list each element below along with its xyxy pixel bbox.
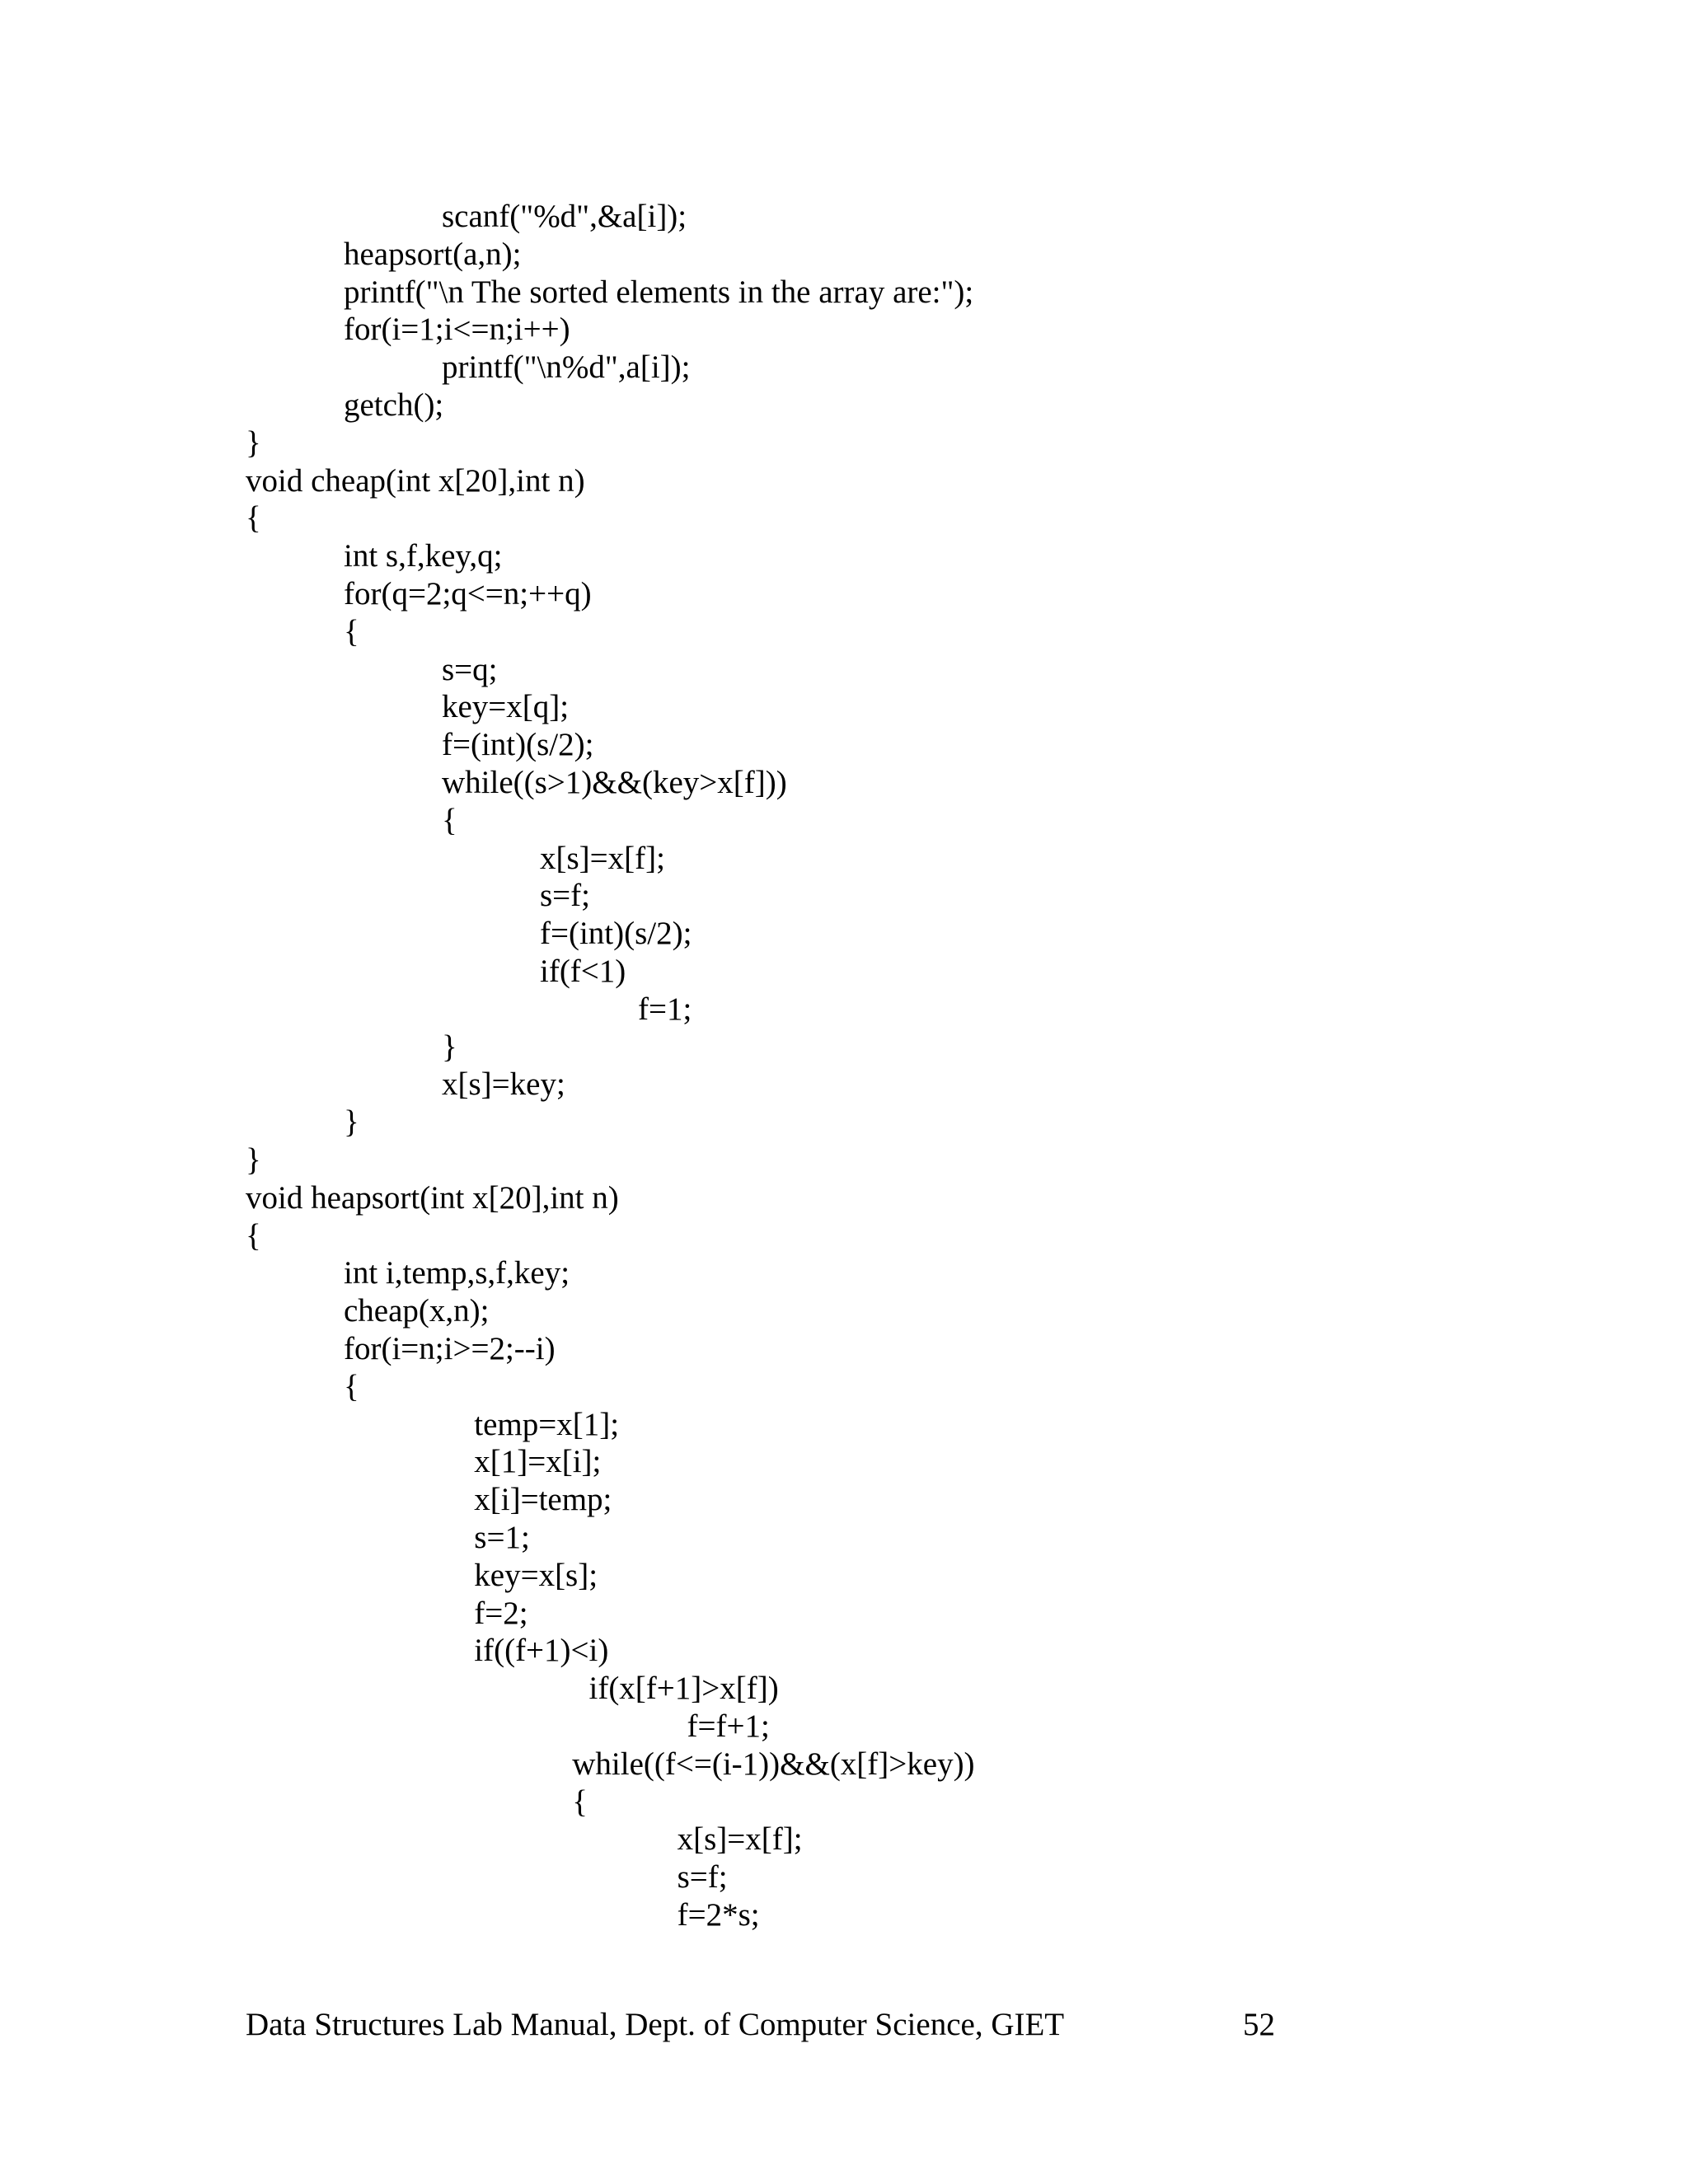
code-line: f=f+1;: [687, 1708, 770, 1744]
code-line: }: [246, 1142, 261, 1178]
code-line: f=1;: [638, 991, 692, 1027]
code-line: heapsort(a,n);: [344, 236, 522, 272]
code-line: {: [246, 1217, 261, 1254]
code-line: f=(int)(s/2);: [540, 916, 692, 952]
code-line: x[s]=x[f];: [540, 840, 665, 876]
code-line: f=(int)(s/2);: [442, 727, 594, 763]
code-line: if(x[f+1]>x[f]): [588, 1671, 779, 1707]
code-line: while((s>1)&&(key>x[f])): [442, 765, 787, 800]
code-line: {: [442, 802, 457, 838]
code-line: x[1]=x[i];: [474, 1444, 602, 1480]
code-line: for(i=1;i<=n;i++): [344, 312, 570, 348]
code-line: s=1;: [474, 1520, 530, 1555]
code-line: x[s]=key;: [442, 1066, 565, 1103]
code-line: }: [246, 424, 261, 461]
code-line: {: [344, 613, 359, 649]
code-line: printf("\n%d",a[i]);: [442, 349, 691, 386]
code-line: s=q;: [442, 651, 498, 687]
code-line: {: [572, 1783, 588, 1820]
code-line: x[i]=temp;: [474, 1482, 612, 1518]
code-line: f=2;: [474, 1595, 528, 1631]
code-line: s=f;: [677, 1859, 728, 1896]
code-line: temp=x[1];: [474, 1406, 620, 1442]
code-line: key=x[s];: [474, 1557, 598, 1593]
code-line: if(f<1): [540, 954, 626, 989]
footer-title: Data Structures Lab Manual, Dept. of Computer Science, GIET: [246, 2007, 1065, 2042]
code-line: cheap(x,n);: [344, 1293, 490, 1329]
code-line: for(q=2;q<=n;++q): [344, 576, 592, 612]
code-line: }: [344, 1104, 359, 1141]
code-line: getch();: [344, 387, 444, 423]
code-line: x[s]=x[f];: [677, 1821, 803, 1858]
code-line: int s,f,key,q;: [344, 538, 503, 574]
code-line: printf("\n The sorted elements in the array are:");: [344, 274, 974, 310]
code-line: int i,temp,s,f,key;: [344, 1255, 570, 1291]
code-line: key=x[q];: [442, 689, 570, 725]
code-line: {: [246, 500, 261, 537]
code-line: s=f;: [540, 878, 590, 914]
code-line: {: [344, 1368, 359, 1404]
page-number: 52: [1243, 2007, 1275, 2042]
code-line: if((f+1)<i): [474, 1633, 609, 1669]
code-line: void heapsort(int x[20],int n): [246, 1179, 619, 1216]
code-line: scanf("%d",&a[i]);: [442, 199, 687, 234]
code-line: }: [442, 1029, 457, 1065]
code-line: for(i=n;i>=2;--i): [344, 1331, 556, 1366]
code-line: void cheap(int x[20],int n): [246, 462, 585, 499]
code-line: while((f<=(i-1))&&(x[f]>key)): [572, 1746, 975, 1782]
code-line: f=2*s;: [677, 1897, 760, 1933]
